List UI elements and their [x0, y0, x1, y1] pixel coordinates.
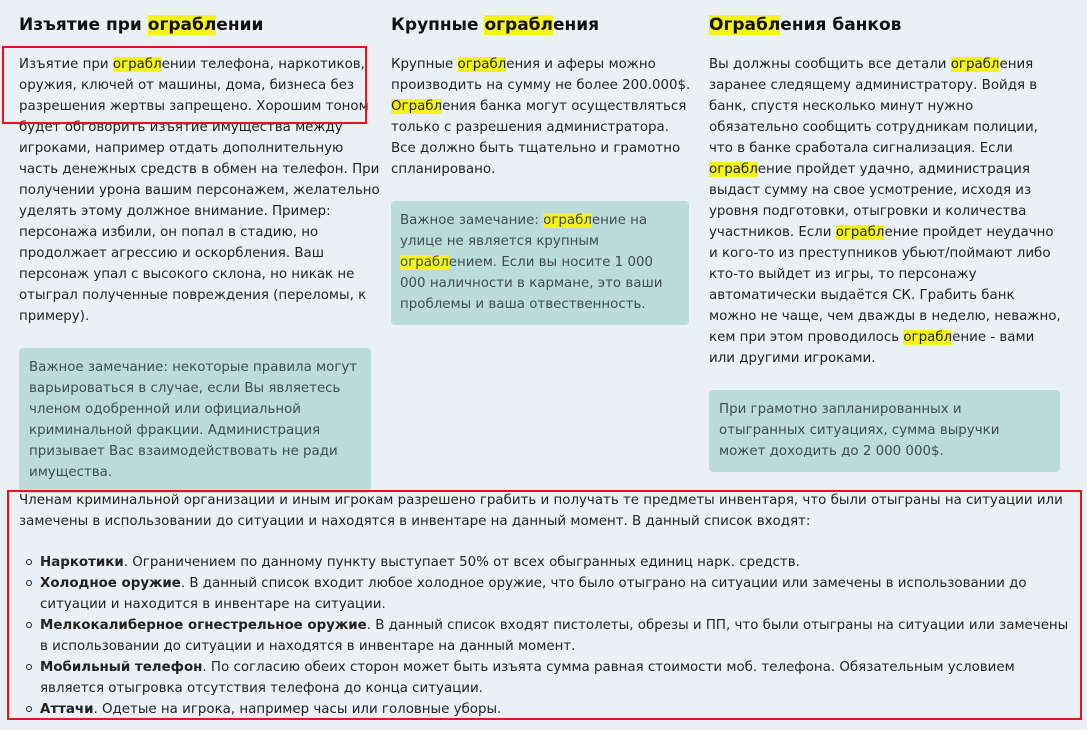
text-segment: Изъятие при	[19, 57, 113, 72]
highlighted-term: ограбл	[457, 57, 507, 72]
text-segment: При грамотно запланированных и отыгранных ситуациях, сумма выручки может доходить до 2 000 000$.	[719, 402, 1000, 459]
list-item: Мобильный телефон. По согласию обеих сторон может быть изъята сумма равная стоимости моб. телефона. Обязательным условием является отыгровка отсутствия телефона до конца ситуации.	[40, 657, 1069, 699]
text-segment: ении телефона, наркотиков, оружия, ключей от машины, дома, бизнеса без разрешения жертвы запрещено. Хорошим тоном будет обговорить изъятие имущества между игроками, например отдать дополнительную часть денежных средств в обмен на телефон. При получении урона вашим персонажем, желательно уделять этому должное внимание. Пример: персонажа избили, он попал в стадию, но продолжает агрессию и оскорбления. Ваш персонаж упал с высокого склона, но никак не отыграл полученные повреждения (переломы, к примеру).	[19, 57, 380, 324]
section-title-seizure: Изъятие при ограблении	[19, 15, 264, 35]
inventory-list	[19, 552, 1069, 720]
important-note-large-robberies	[391, 201, 689, 325]
text-segment: ение пройдет неудачно и кого-то из преступников убьют/поймают либо кто-то выйдет из игры, то персонажу автоматически выдаётся СК. Грабить банк можно не чаще, чем дважды в неделю, неважно, кем при этом проводилось	[709, 225, 1061, 345]
bullet-icon	[26, 622, 32, 628]
text-segment: ения банка могут осуществляться только с разрешения администратора. Все должно быть тщательно и грамотно спланировано.	[391, 99, 687, 177]
highlighted-term: ограбл	[709, 162, 758, 177]
highlighted-term: ограбл	[543, 213, 592, 228]
text-segment: Важное замечание:	[400, 213, 544, 228]
section-title-large-robberies: Крупные ограбления	[391, 15, 600, 35]
column-robbery-seizure	[19, 12, 385, 493]
list-item: Мелкокалиберное огнестрельное оружие. В данный список входят пистолеты, обрезы и ПП, что были отыграны на ситуации или замечены в использовании до ситуации и находятся в инвентаре на данный момент.	[40, 615, 1069, 657]
section-text-large-robberies	[391, 54, 691, 180]
list-item: Холодное оружие. В данный список входит любое холодное оружие, что было отыграно на ситуации или замечены в использовании до ситуации и находится в инвентаре на ситуации.	[40, 573, 1069, 615]
list-item: Наркотики. Ограничением по данному пункту выступает 50% от всех обыгранных единиц нарк. средств.	[40, 552, 1069, 573]
text-segment: ение пройдет удачно, администрация выдаст сумму на свое усмотрение, исходя из уровня подготовки, отыгровки и количества участников. Если	[709, 162, 1032, 240]
inventory-section	[19, 490, 1069, 720]
bullet-icon	[26, 706, 32, 712]
inventory-intro: Членам криминальной организации и иным игрокам разрешено грабить и получать те предметы инвентаря, что были отыграны на ситуации или замечены в использовании до ситуации и находятся в инвентаре на данный момент. В данный список входят:	[19, 493, 1063, 529]
important-note-bank-robberies	[709, 390, 1060, 472]
text-segment: Важное замечание: некоторые правила могут варьироваться в случае, если Вы являетесь членом одобренной или официальной криминальной фракции. Администрация призывает Вас взаимодействовать не ради имущества.	[29, 360, 358, 480]
column-bank-robberies	[709, 12, 1064, 472]
highlighted-term: ограбл	[950, 57, 1000, 72]
highlighted-term: Ограбл	[391, 99, 443, 114]
text-segment: ение на улице не является крупным	[400, 213, 648, 249]
section-title-bank-robberies: Ограбления банков	[709, 15, 902, 35]
highlighted-term: ограбл	[112, 57, 162, 72]
text-segment: ением. Если вы носите 1 000 000 наличности в кармане, это ваши проблемы и ваша отвественность.	[400, 255, 663, 312]
text-segment: Вы должны сообщить все детали	[709, 57, 951, 72]
important-note-seizure	[19, 348, 371, 493]
text-segment: ения и аферы можно производить на сумму не более 200.000$.	[391, 57, 691, 93]
bullet-icon	[26, 559, 32, 565]
highlighted-term: ограбл	[400, 255, 449, 270]
list-item: Аттачи. Одетые на игрока, например часы или головные уборы.	[40, 699, 1069, 720]
section-text-seizure	[19, 54, 385, 327]
highlighted-term: ограбл	[903, 330, 953, 345]
section-text-bank-robberies	[709, 54, 1064, 369]
text-segment: ения заранее следящему администратору. Войдя в банк, спустя несколько минут нужно обязательно сообщить сотрудникам полиции, что в банке сработала сигнализация. Если	[709, 57, 1038, 156]
text-segment: ение - вами или другими игроками.	[709, 330, 1035, 366]
bullet-icon	[26, 580, 32, 586]
highlighted-term: ограбл	[835, 225, 885, 240]
text-segment: Крупные	[391, 57, 458, 72]
column-large-robberies	[391, 12, 691, 325]
bullet-icon	[26, 664, 32, 670]
